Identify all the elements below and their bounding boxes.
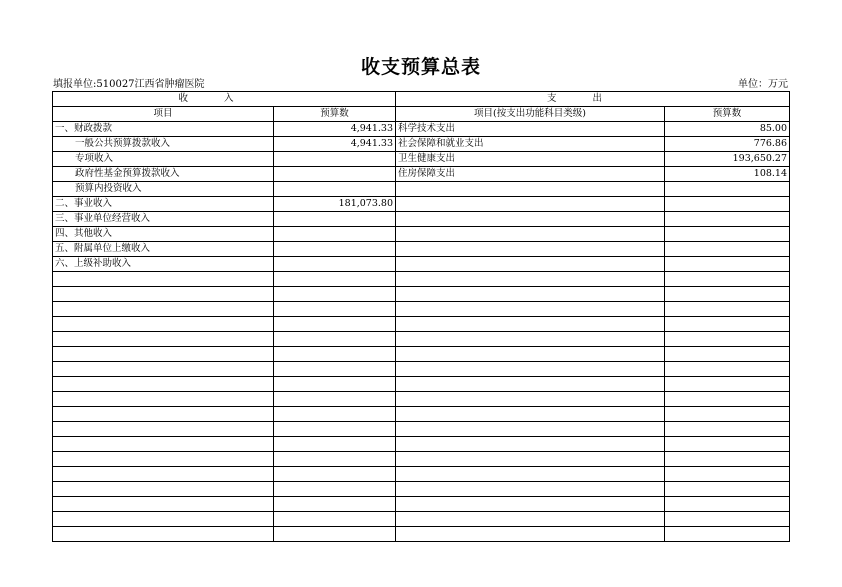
empty-cell [396,272,665,287]
expense-item: 住房保障支出 [396,167,665,182]
table-row [53,152,790,167]
empty-cell [396,332,665,347]
expense-amount [665,212,790,227]
empty-row [53,407,790,422]
empty-cell [274,437,396,452]
income-amount [274,227,396,242]
empty-cell [665,362,790,377]
expense-item [396,257,665,272]
empty-cell [396,302,665,317]
page-title: 收支预算总表 [360,56,481,78]
expense-amount [665,197,790,212]
table-row [53,227,790,242]
income-item: 二、事业收入 [53,197,274,212]
table-row [53,137,790,152]
empty-cell [53,512,274,527]
empty-cell [396,467,665,482]
empty-cell [53,317,274,332]
empty-cell [396,287,665,302]
expense-item [396,182,665,197]
empty-cell [396,452,665,467]
expense-amount [665,182,790,197]
empty-cell [396,392,665,407]
expense-amount [665,227,790,242]
empty-row [53,317,790,332]
expense-item [396,197,665,212]
empty-cell [396,437,665,452]
table-row [53,242,790,257]
empty-cell [53,392,274,407]
income-item: 一般公共预算拨款收入 [53,137,274,152]
income-amount [274,257,396,272]
income-amount-header: 预算数 [274,107,396,122]
empty-row [53,332,790,347]
empty-cell [53,272,274,287]
income-item: 三、事业单位经营收入 [53,212,274,227]
empty-cell [274,467,396,482]
empty-row [53,497,790,512]
income-section-header: 收入 [53,92,396,107]
income-item: 专项收入 [53,152,274,167]
income-amount: 4,941.33 [274,137,396,152]
empty-cell [665,527,790,542]
column-header-row [53,107,790,122]
income-item: 一、财政拨款 [53,122,274,137]
empty-cell [274,482,396,497]
expense-section-header: 支出 [396,92,790,107]
empty-cell [274,287,396,302]
empty-cell [665,332,790,347]
empty-cell [665,497,790,512]
empty-cell [274,527,396,542]
empty-cell [274,347,396,362]
empty-cell [53,437,274,452]
empty-row [53,422,790,437]
empty-cell [665,347,790,362]
table-row [53,257,790,272]
empty-cell [396,362,665,377]
table-row [53,212,790,227]
budget-table [52,91,790,542]
table-row [53,182,790,197]
meta-line [53,79,788,91]
empty-cell [396,347,665,362]
income-item: 预算内投资收入 [53,182,274,197]
expense-item [396,227,665,242]
empty-cell [665,467,790,482]
expense-amount: 85.00 [665,122,790,137]
empty-cell [396,497,665,512]
empty-cell [53,377,274,392]
income-amount: 181,073.80 [274,197,396,212]
empty-cell [53,347,274,362]
empty-row [53,437,790,452]
table-row [53,167,790,182]
empty-cell [274,497,396,512]
expense-amount [665,242,790,257]
empty-cell [53,302,274,317]
empty-cell [396,512,665,527]
empty-cell [274,332,396,347]
section-header-row [53,92,790,107]
empty-cell [53,482,274,497]
empty-row [53,302,790,317]
empty-cell [396,377,665,392]
empty-cell [274,392,396,407]
empty-cell [396,527,665,542]
empty-cell [665,392,790,407]
income-amount [274,182,396,197]
expense-amount: 776.86 [665,137,790,152]
income-amount [274,152,396,167]
income-item-header: 项目 [53,107,274,122]
empty-cell [396,317,665,332]
expense-amount-header: 预算数 [665,107,790,122]
empty-cell [53,467,274,482]
empty-cell [53,287,274,302]
empty-cell [274,512,396,527]
empty-cell [665,512,790,527]
empty-cell [396,407,665,422]
empty-row [53,452,790,467]
expense-item: 卫生健康支出 [396,152,665,167]
empty-row [53,377,790,392]
empty-cell [665,407,790,422]
empty-cell [53,422,274,437]
expense-amount: 193,650.27 [665,152,790,167]
empty-cell [274,452,396,467]
empty-cell [53,497,274,512]
empty-cell [665,452,790,467]
empty-cell [53,332,274,347]
empty-cell [53,452,274,467]
empty-row [53,467,790,482]
expense-item [396,212,665,227]
expense-item: 科学技术支出 [396,122,665,137]
empty-row [53,527,790,542]
income-amount [274,167,396,182]
empty-cell [53,362,274,377]
expense-item: 社会保障和就业支出 [396,137,665,152]
income-item: 五、附属单位上缴收入 [53,242,274,257]
empty-cell [665,272,790,287]
empty-row [53,512,790,527]
empty-cell [274,362,396,377]
empty-cell [274,407,396,422]
empty-cell [665,317,790,332]
empty-cell [665,422,790,437]
empty-cell [53,407,274,422]
empty-cell [665,377,790,392]
empty-row [53,272,790,287]
empty-row [53,347,790,362]
empty-row [53,482,790,497]
expense-item-header: 项目(按支出功能科目类级) [396,107,665,122]
expense-amount: 108.14 [665,167,790,182]
empty-row [53,362,790,377]
empty-cell [665,287,790,302]
unit-label: 单位：万元 [738,79,788,90]
income-amount [274,212,396,227]
income-item: 六、上级补助收入 [53,257,274,272]
empty-cell [396,482,665,497]
empty-cell [274,422,396,437]
expense-item [396,242,665,257]
empty-cell [274,272,396,287]
fill-unit: 填报单位:510027江西省肿瘤医院 [53,79,205,90]
empty-cell [665,437,790,452]
table-row [53,197,790,212]
empty-cell [53,527,274,542]
income-amount: 4,941.33 [274,122,396,137]
empty-cell [665,482,790,497]
income-item: 政府性基金预算拨款收入 [53,167,274,182]
income-item: 四、其他收入 [53,227,274,242]
empty-cell [274,317,396,332]
empty-cell [665,302,790,317]
empty-cell [274,302,396,317]
table-row [53,122,790,137]
income-amount [274,242,396,257]
empty-row [53,392,790,407]
empty-cell [274,377,396,392]
empty-row [53,287,790,302]
empty-cell [396,422,665,437]
expense-amount [665,257,790,272]
